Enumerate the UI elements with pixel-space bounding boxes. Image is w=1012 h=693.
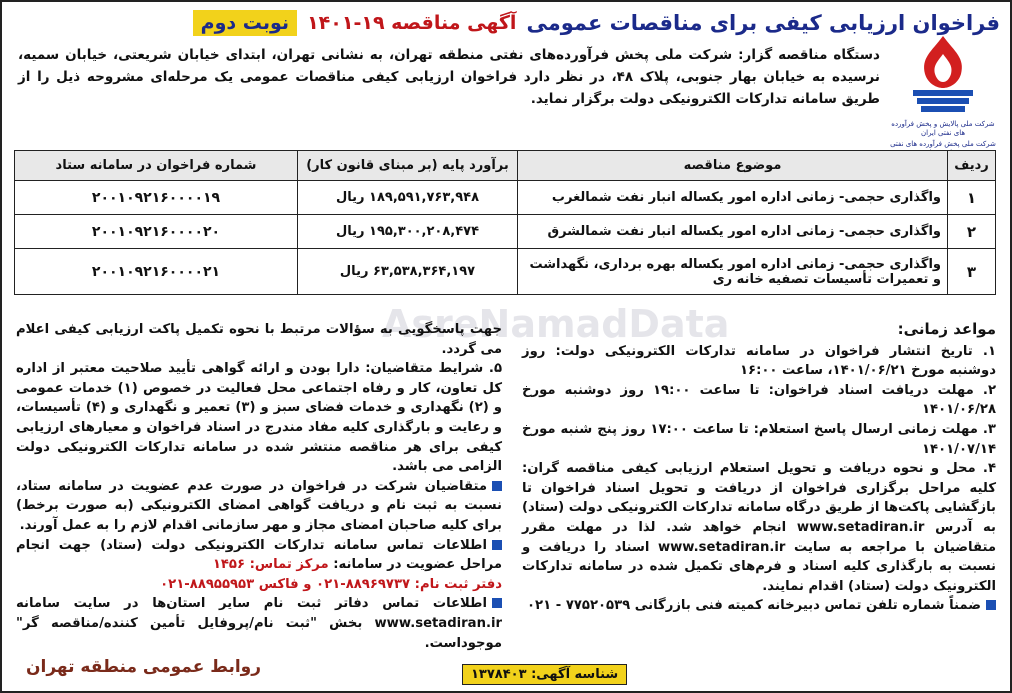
- ad-id-badge: شناسه آگهی: ۱۳۷۸۴۰۳: [462, 664, 627, 685]
- contact-line: [16, 536, 502, 575]
- row-code: ۲۰۰۱۰۹۲۱۶۰۰۰۰۲۰: [15, 215, 298, 249]
- row-subject: واگذاری حجمی- زمانی اداره امور یکساله انبار نفت شمالشرق: [518, 215, 948, 249]
- right-column: [522, 320, 996, 616]
- table-row: [15, 249, 996, 295]
- left-p1: جهت پاسخگویی به سؤالات مرتبط با نحوه تکمیل پاکت ارزیابی کیفی اعلام می گردد.: [16, 322, 502, 357]
- row-estimate: ۶۳,۵۳۸,۳۶۴,۱۹۷ ریال: [298, 249, 518, 295]
- row-code: ۲۰۰۱۰۹۲۱۶۰۰۰۰۱۹: [15, 181, 298, 215]
- provinces-paragraph: اطلاعات تماس دفاتر ثبت نام سایر استان‌ها در سایت سامانه www.setadiran.ir بخش "ثبت نام/پروفایل تأمین کننده/مناقصه گر" موجوداست.: [16, 596, 502, 651]
- bullet-square-icon: [986, 600, 996, 610]
- bullet-square-icon: [492, 481, 502, 491]
- table-row: [15, 181, 996, 215]
- contact-paragraph: اطلاعات تماس سامانه تدارکات الکترونیکی دولت (ستاد) جهت انجام مراحل عضویت در سامانه:: [16, 537, 502, 573]
- row-estimate: ۱۹۵,۳۰۰,۲۰۸,۴۷۴ ریال: [298, 215, 518, 249]
- row-num: ۱: [948, 181, 996, 215]
- header-subject: موضوع مناقصه: [518, 151, 948, 181]
- logo-caption-1: شرکت ملی پالایش و پخش فرآورده های نفتی ایران: [891, 120, 995, 138]
- registration-office: دفتر ثبت نام: ۸۸۹۶۹۷۳۷-۰۲۱ و فاکس ۸۸۹۵۵۹۵۳-۰۲۱: [160, 576, 502, 592]
- schedule-item-3: ۳. مهلت زمانی ارسال پاسخ استعلام: تا ساعت ۱۷:۰۰ روز پنج شنبه مورخ ۱۴۰۱/۰۷/۱۴: [522, 421, 996, 457]
- footer-org: روابط عمومی منطقه تهران: [26, 657, 262, 677]
- call-center: مرکز تماس: ۱۴۵۶: [212, 557, 329, 573]
- watermark: AsreNamadData: [382, 302, 730, 346]
- schedule-item-2: ۲. مهلت دریافت اسناد فراخوان: تا ساعت ۱۹:۰۰ روز دوشنبه مورخ ۱۴۰۱/۰۶/۲۸: [522, 382, 996, 418]
- registration-line: [16, 477, 502, 536]
- schedule-item-4: ۴. محل و نحوه دریافت و تحویل استعلام ارزیابی کیفی مناقصه گران: کلیه مراحل برگزاری فراخوان از دریافت و تحویل اسناد فراخوان تا بازگشایی پاکت‌ها از طریق درگاه سامانه تدارکات الکترونیکی دولت (ستاد) به آدرس www.setadiran.ir انجام خواهد شد. لذا در مهلت مقرر متقاضیان با مراجعه به سایت www.setadiran.ir اسناد را دریافت و نسبت به بارگذاری کلیه اسناد و فرم‌های تکمیل شده در سامانه تدارکات الکترونیک دولت (ستاد) اقدام نمایند.: [522, 461, 996, 594]
- header-estimate: برآورد پایه (بر مبنای قانون کار): [298, 151, 518, 181]
- flame-logo-icon: [903, 32, 983, 118]
- phone-note: ضمناً شماره تلفن تماس دبیرخانه کمیته فنی بازرگانی ۷۷۵۲۰۵۳۹ - ۰۲۱: [527, 598, 981, 614]
- round-badge: نوبت دوم: [193, 10, 297, 36]
- company-logo: [888, 32, 998, 150]
- left-column: [16, 320, 502, 653]
- row-subject: واگذاری حجمی- زمانی اداره امور یکساله بهره برداری، نگهداشت و تعمیرات تأسیسات تصفیه خانه ری: [518, 249, 948, 295]
- provinces-line: [16, 594, 502, 653]
- header-code: شماره فراخوان در سامانه ستاد: [15, 151, 298, 181]
- registration-paragraph: متقاضیان شرکت در فراخوان در صورت عدم عضویت در سامانه ستاد، نسبت به ثبت نام و دریافت گواهی امضای الکترونیکی (به صورت برخط) برای کلیه صاحبان امضای مجاز و مهر سازمانی اقدام لازم را به عمل آورند.: [16, 478, 502, 533]
- logo-caption-2: شرکت ملی پخش فرآورده های نفتی: [890, 140, 996, 149]
- title-bar: [12, 6, 1000, 40]
- row-num: ۲: [948, 215, 996, 249]
- conditions-paragraph: ۵. شرایط متقاضیان: دارا بودن و ارائه گواهی تأیید صلاحیت معتبر از اداره کل تعاون، کار و رفاه اجتماعی محل فعالیت در خصوص (۱) خدمات عمومی و (۲) نگهداری و خدمات فضای سبز و (۳) تعمیر و نگهداری و (۴) تأسیسات، و رعایت و بارگذاری کلیه مفاد مندرج در اسناد فراخوان و معیارهای ارزیابی کیفی برای هر مناقصه منتشر شده در سامانه تدارکات الکترونیکی دولت الزامی می باشد.: [16, 361, 502, 475]
- intro-paragraph: دستگاه مناقصه گزار: شرکت ملی پخش فرآورده‌های نفتی منطقه تهران، به نشانی تهران، ابتدای خیابان شریعتی، خیابان سمیه، نرسیده به خیابان بهار جنوبی، پلاک ۴۸، در نظر دارد فراخوان ارزیابی کیفی مناقصات عمومی یک مرحله‌ای مشروحه ذیل را از طریق سامانه تدارکات الکترونیکی دولت برگزار نماید.: [18, 47, 880, 107]
- tenders-table: [14, 150, 996, 295]
- row-code: ۲۰۰۱۰۹۲۱۶۰۰۰۰۲۱: [15, 249, 298, 295]
- phone-note-line: [522, 596, 996, 616]
- table-row: [15, 215, 996, 249]
- schedule-heading: مواعد زمانی:: [897, 320, 996, 338]
- bullet-square-icon: [492, 540, 502, 550]
- bullet-square-icon: [492, 598, 502, 608]
- notice-title: فراخوان ارزیابی کیفی برای مناقصات عمومی: [526, 11, 1000, 35]
- row-estimate: ۱۸۹,۵۹۱,۷۶۳,۹۴۸ ریال: [298, 181, 518, 215]
- row-num: ۳: [948, 249, 996, 295]
- row-subject: واگذاری حجمی- زمانی اداره امور یکساله انبار نفت شمالغرب: [518, 181, 948, 215]
- header-num: ردیف: [948, 151, 996, 181]
- schedule-item-1: ۱. تاریخ انتشار فراخوان در سامانه تدارکات الکترونیکی دولت: روز دوشنبه مورخ ۱۴۰۱/۰۶/۲۱، ساعت ۱۶:۰۰: [522, 343, 996, 379]
- table-header-row: [15, 151, 996, 181]
- notice-subtitle: آگهی مناقصه ۱۹-۱۴۰۱: [307, 12, 517, 34]
